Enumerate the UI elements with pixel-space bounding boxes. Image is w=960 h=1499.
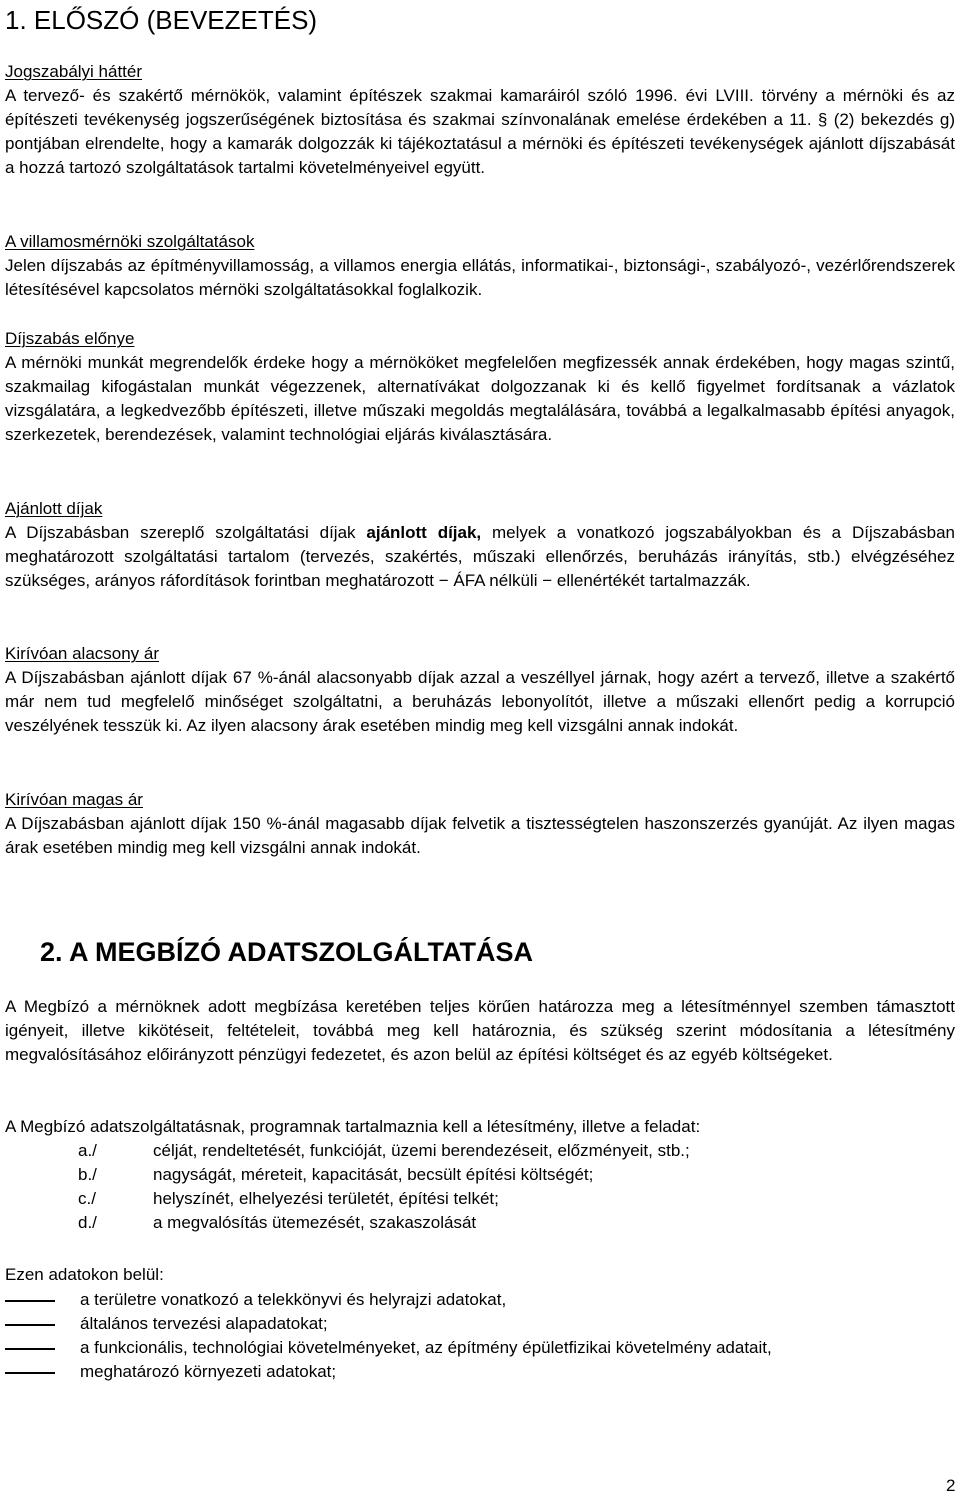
within-label — [5, 1263, 955, 1287]
requirements-list — [5, 1139, 955, 1235]
block-text: A mérnöki munkát megrendelők érdeke hogy a mérnököket megfelelően megfizessék annak érdekében, hogy magas szintű, szakmailag kifogástalan munkát végezzenek, alternatívákat dolgozzanak ki és kellő figyelmet fordítsanak a vázlatok vizsgálatára, a legkedvezőbb építészeti, illetve műszaki megoldás megtalálására, továbbá a legalkalmasabb építési anyagok, szerkezetek, berendezések, valamint technológiai eljárás kiválasztására. — [5, 353, 955, 444]
page-number: 2 — [946, 1476, 956, 1495]
block-text: Jelen díjszabás az építményvillamosság, a villamos energia ellátás, informatikai-, biztonsági-, szabályozó-, vezérlőrendszerek létesítésével kapcsolatos mérnöki szolgáltatásokkal foglalkozik. — [5, 256, 955, 299]
list-intro — [5, 1115, 955, 1139]
within-label-text: Ezen adatokon belül: — [5, 1265, 164, 1284]
block-title: Díjszabás előnye — [5, 329, 135, 348]
list-item: c./ helyszínét, elhelyezési területét, építési telkét; — [78, 1189, 499, 1208]
dash-list-item: meghatározó környezeti adatokat; — [5, 1360, 955, 1384]
block-text: A tervező- és szakértő mérnökök, valamint építészek szakmai kamaráiról szóló 1996. évi LVIII. törvény a mérnöki és az építészeti tevékenység jogszerűségének biztosítása és szakmai színvonalának emelése érdekében a 11. § (2) bekezdés g) pontjában elrendelte, hogy a kamarák dolgozzák ki tájékoztatásul a mérnöki és építészeti tevékenységek ajánlott díjszabását a hozzá tartozó szolgáltatások tartalmi követelményeivel együtt. — [5, 86, 955, 177]
block-text: A Díjszabásban szereplő szolgáltatási díjak ajánlott díjak, melyek a vonatkozó jogszabályokban és a Díjszabásban meghatározott szolgáltatási tartalom (tervezés, szakértés, műszaki ellenőrzés, beruházás irányítás, stb.) elvégzéséhez szükséges, arányos ráfordítások forintban meghatározott − ÁFA nélküli − ellenértékét tartalmazzák. — [5, 523, 955, 590]
block-fee-advantage — [5, 327, 955, 447]
section-1-heading: 1. ELŐSZÓ (BEVEZETÉS) — [5, 5, 318, 35]
intro-text: A Megbízó a mérnöknek adott megbízása keretében teljes körűen határozza meg a létesítménnyel szemben támasztott igényeit, illetve kikötéseit, feltételeit, továbbá meg kell határoznia, és szükség szerint módosítania a létesítmény megvalósításához előirányzott pénzügyi fedezetet, és azon belül az építési költséget és az egyéb költségeket. — [5, 997, 955, 1064]
block-title: Ajánlott díjak — [5, 499, 103, 518]
dash-list-item: a területre vonatkozó a telekkönyvi és helyrajzi adatokat, — [5, 1288, 955, 1312]
block-text: A Díjszabásban ajánlott díjak 67 %-ánál alacsonyabb díjak azzal a veszéllyel járnak, hogy azért a tervező, illetve a szakértő már nem tud megfelelő minőséget szolgáltatni, a beruházás lebonyolítót, illetve a műszaki ellenőrt pedig a korrupció veszélyének tesszük ki. Az ilyen alacsony árak esetében mindig meg kell vizsgálni annak indokát. — [5, 668, 955, 735]
block-electrical-services — [5, 230, 955, 302]
block-high-price — [5, 788, 955, 860]
block-title: A villamosmérnöki szolgáltatások — [5, 232, 255, 251]
bold-phrase: ajánlott díjak, — [366, 523, 482, 542]
dash-bullet-icon — [5, 1324, 55, 1326]
dash-list-item: általános tervezési alapadatokat; — [5, 1312, 955, 1336]
block-text: A Díjszabásban ajánlott díjak 150 %-ánál magasabb díjak felvetik a tisztességtelen haszonszerzés gyanúját. Az ilyen magas árak esetében mindig meg kell vizsgálni annak indokát. — [5, 814, 955, 857]
list-item: b./ nagyságát, méreteit, kapacitását, becsült építési költségét; — [78, 1165, 594, 1184]
dash-bullet-icon — [5, 1372, 55, 1374]
dash-bullet-icon — [5, 1300, 55, 1302]
dash-list-item: a funkcionális, technológiai követelményeket, az építmény épületfizikai követelmény adatait, — [5, 1336, 955, 1360]
list-item: d./ a megvalósítás ütemezését, szakaszolását — [78, 1213, 477, 1232]
section-2-heading: 2. A MEGBÍZÓ ADATSZOLGÁLTATÁSA — [40, 937, 533, 967]
block-title: Kirívóan magas ár — [5, 790, 143, 809]
list-item: a./ célját, rendeltetését, funkcióját, üzemi berendezéseit, előzményeit, stb.; — [78, 1141, 690, 1160]
block-title: Jogszabályi háttér — [5, 62, 143, 81]
block-low-price — [5, 642, 955, 738]
section-2-intro — [5, 995, 955, 1067]
dash-list — [5, 1288, 955, 1384]
block-recommended-fees — [5, 497, 955, 593]
list-intro-text: A Megbízó adatszolgáltatásnak, programnak tartalmaznia kell a létesítmény, illetve a feladat: — [5, 1117, 701, 1136]
dash-bullet-icon — [5, 1348, 55, 1350]
block-legal-background — [5, 60, 955, 180]
block-title: Kirívóan alacsony ár — [5, 644, 160, 663]
